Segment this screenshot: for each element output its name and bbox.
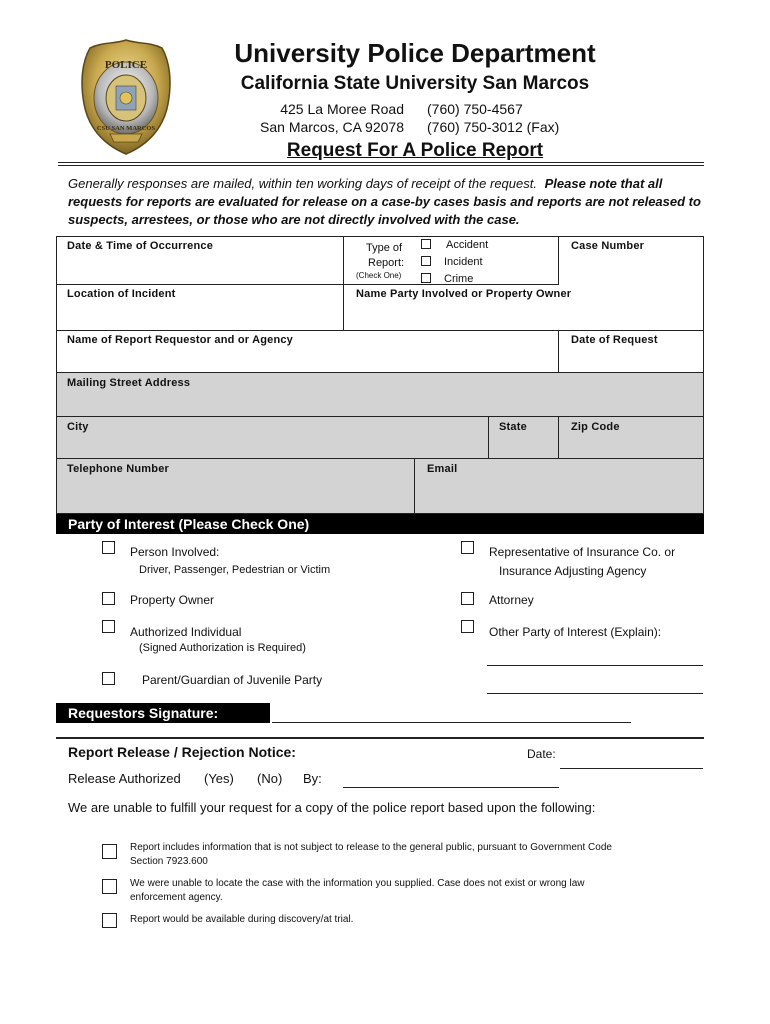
requestor-field[interactable] [57, 331, 559, 373]
reason-1-line-2: Section 7923.600 [130, 856, 208, 867]
release-by-label: By: [303, 771, 322, 786]
unable-to-fulfill-text: We are unable to fulfill your request for a copy of the police report based upon the following: [68, 800, 596, 815]
type-of-report-label-2: Report: [368, 257, 405, 269]
incident-label: Incident [444, 256, 483, 268]
reason-2-checkbox[interactable] [102, 879, 117, 894]
release-title: Report Release / Rejection Notice: [68, 744, 296, 760]
authorized-individual-label: Authorized Individual [130, 625, 242, 639]
phone-number: (760) 750-4567 [427, 101, 523, 117]
property-owner-checkbox[interactable] [102, 592, 115, 605]
attorney-checkbox[interactable] [461, 592, 474, 605]
crime-checkbox[interactable] [421, 273, 431, 283]
insurance-rep-checkbox[interactable] [461, 541, 474, 554]
incident-checkbox[interactable] [421, 256, 431, 266]
date-time-label: Date & Time of Occurrence [67, 240, 214, 252]
check-one-label: (Check One) [356, 271, 402, 280]
person-involved-checkbox[interactable] [102, 541, 115, 554]
property-owner-label: Property Owner [130, 593, 215, 607]
reason-1-line-1: Report includes information that is not subject to release to the general public, pursuant to Government Code [130, 842, 612, 853]
name-party-label: Name Party Involved or Property Owner [356, 288, 572, 300]
telephone-field[interactable] [57, 459, 415, 513]
mailing-address-field[interactable] [57, 373, 703, 417]
address-line-1: 425 La Moree Road [280, 101, 404, 117]
date-of-request-label: Date of Request [571, 334, 658, 346]
accident-checkbox[interactable] [421, 239, 431, 249]
city-field[interactable] [57, 417, 489, 459]
crime-label: Crime [444, 273, 474, 285]
reason-3-checkbox[interactable] [102, 913, 117, 928]
release-date-label: Date: [527, 747, 556, 761]
release-authorized-label: Release Authorized [68, 771, 181, 786]
department-title: University Police Department [234, 38, 596, 68]
signature-line[interactable] [272, 722, 631, 723]
release-no-option[interactable]: (No) [257, 771, 283, 786]
type-of-report-label: Type of [366, 242, 403, 254]
release-date-line[interactable] [560, 768, 703, 769]
mailing-address-label: Mailing Street Address [67, 377, 191, 389]
reason-3-label: Report would be available during discovery/at trial. [130, 914, 354, 925]
case-number-field[interactable] [559, 237, 703, 285]
insurance-rep-sub: Insurance Adjusting Agency [499, 564, 647, 578]
person-involved-sub: Driver, Passenger, Pedestrian or Victim [139, 564, 331, 576]
location-label: Location of Incident [67, 288, 176, 300]
other-party-explain-line-2[interactable] [487, 693, 703, 694]
telephone-label: Telephone Number [67, 463, 170, 475]
header-divider [58, 162, 704, 163]
authorized-individual-sub: (Signed Authorization is Required) [139, 642, 306, 654]
date-of-request-field[interactable] [559, 331, 703, 373]
form-title: Request For A Police Report [200, 140, 630, 162]
badge-text-top: POLICE [104, 59, 148, 71]
email-field[interactable] [415, 459, 703, 513]
type-of-report-cell [344, 237, 559, 285]
email-label: Email [427, 463, 458, 475]
location-field[interactable] [57, 285, 344, 331]
fax-number: (760) 750-3012 (Fax) [427, 119, 560, 135]
date-time-field[interactable] [57, 237, 344, 285]
parent-guardian-checkbox[interactable] [102, 672, 115, 685]
reason-2-line-1: We were unable to locate the case with the information you supplied. Case does not exist or wrong law [130, 878, 585, 889]
address-line-2: San Marcos, CA 92078 [260, 119, 404, 135]
person-involved-label: Person Involved: [130, 545, 220, 559]
requestor-label: Name of Report Requestor and or Agency [67, 334, 294, 346]
accident-label: Accident [446, 239, 489, 251]
release-yes-option[interactable]: (Yes) [204, 771, 234, 786]
insurance-rep-label: Representative of Insurance Co. or [489, 545, 676, 559]
signature-label: Requestors Signature: [68, 705, 219, 721]
intro-bold: Please note that all requests for reports are evaluated for release on a case-by cases basis and reports are not released to suspects, arrestees, or those who are not directly involved with the case. [68, 176, 701, 227]
other-party-explain-line-1[interactable] [487, 665, 703, 666]
release-by-line[interactable] [343, 787, 559, 788]
name-party-field[interactable] [344, 285, 703, 331]
state-field[interactable] [489, 417, 559, 459]
zip-code-label: Zip Code [571, 421, 620, 433]
party-of-interest-title: Party of Interest (Please Check One) [68, 516, 310, 532]
header-divider-2 [58, 165, 704, 166]
case-number-label: Case Number [571, 240, 645, 252]
intro-normal: Generally responses are mailed, within ten working days of receipt of the request. [68, 176, 537, 191]
other-party-label: Other Party of Interest (Explain): [489, 625, 662, 639]
other-party-checkbox[interactable] [461, 620, 474, 633]
attorney-label: Attorney [489, 593, 534, 607]
badge-text-bottom: CSU SAN MARCOS [96, 125, 156, 132]
authorized-individual-checkbox[interactable] [102, 620, 115, 633]
city-label: City [67, 421, 89, 433]
zip-code-field[interactable] [559, 417, 703, 459]
reason-2-line-2: enforcement agency. [130, 892, 223, 903]
intro-paragraph [68, 175, 708, 229]
release-divider [56, 737, 704, 739]
incident-form-table [56, 236, 704, 514]
state-label: State [499, 421, 527, 433]
police-badge-logo [80, 38, 172, 156]
parent-guardian-label: Parent/Guardian of Juvenile Party [142, 673, 323, 687]
university-subtitle: California State University San Marcos [240, 73, 590, 94]
reason-1-checkbox[interactable] [102, 844, 117, 859]
